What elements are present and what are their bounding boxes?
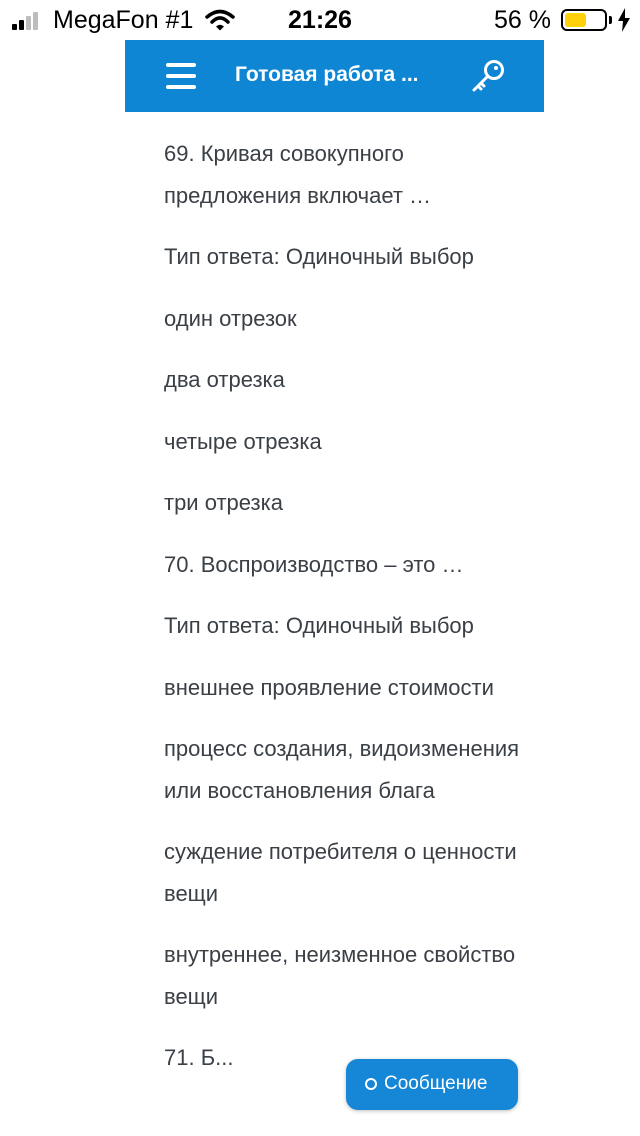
content-line: один отрезок	[164, 305, 297, 331]
content-line: внутреннее, неизменное свойство вещи	[164, 942, 516, 1009]
content-line: три отрезка	[164, 490, 283, 515]
hamburger-menu-button[interactable]	[163, 60, 197, 92]
charging-bolt-icon	[617, 8, 631, 32]
carrier-name: MegaFon #1	[53, 6, 194, 34]
content-line: внешнее проявление стоимости	[164, 674, 494, 700]
message-button-label: Сообщение	[384, 1073, 488, 1094]
content-line: 71. Б...	[164, 1045, 234, 1070]
test-content	[164, 133, 524, 1099]
content-line: 70. Воспроизводство – это …	[164, 551, 464, 577]
content-line: Тип ответа: Одиночный выбор	[164, 613, 474, 638]
status-bar	[0, 0, 640, 40]
content-line: процесс создания, видоизменения или восстановления блага	[164, 736, 520, 803]
message-dot-icon	[365, 1078, 377, 1090]
battery-level	[565, 13, 586, 27]
key-icon[interactable]	[469, 57, 507, 95]
battery-percent: 56 %	[494, 6, 551, 34]
content-line: четыре отрезка	[164, 428, 322, 454]
content-line: суждение потребителя о ценности вещи	[164, 839, 517, 906]
battery-tip	[609, 16, 612, 24]
content-line: 69. Кривая совокупного предложения включает …	[164, 141, 432, 208]
page-title: Готовая работа ...	[235, 63, 419, 86]
app-header	[125, 40, 544, 112]
status-time: 21:26	[288, 6, 352, 34]
battery-icon	[561, 9, 607, 31]
content-line: Тип ответа: Одиночный выбор	[164, 244, 474, 269]
message-button[interactable]	[346, 1059, 518, 1110]
content-line: два отрезка	[164, 367, 285, 392]
